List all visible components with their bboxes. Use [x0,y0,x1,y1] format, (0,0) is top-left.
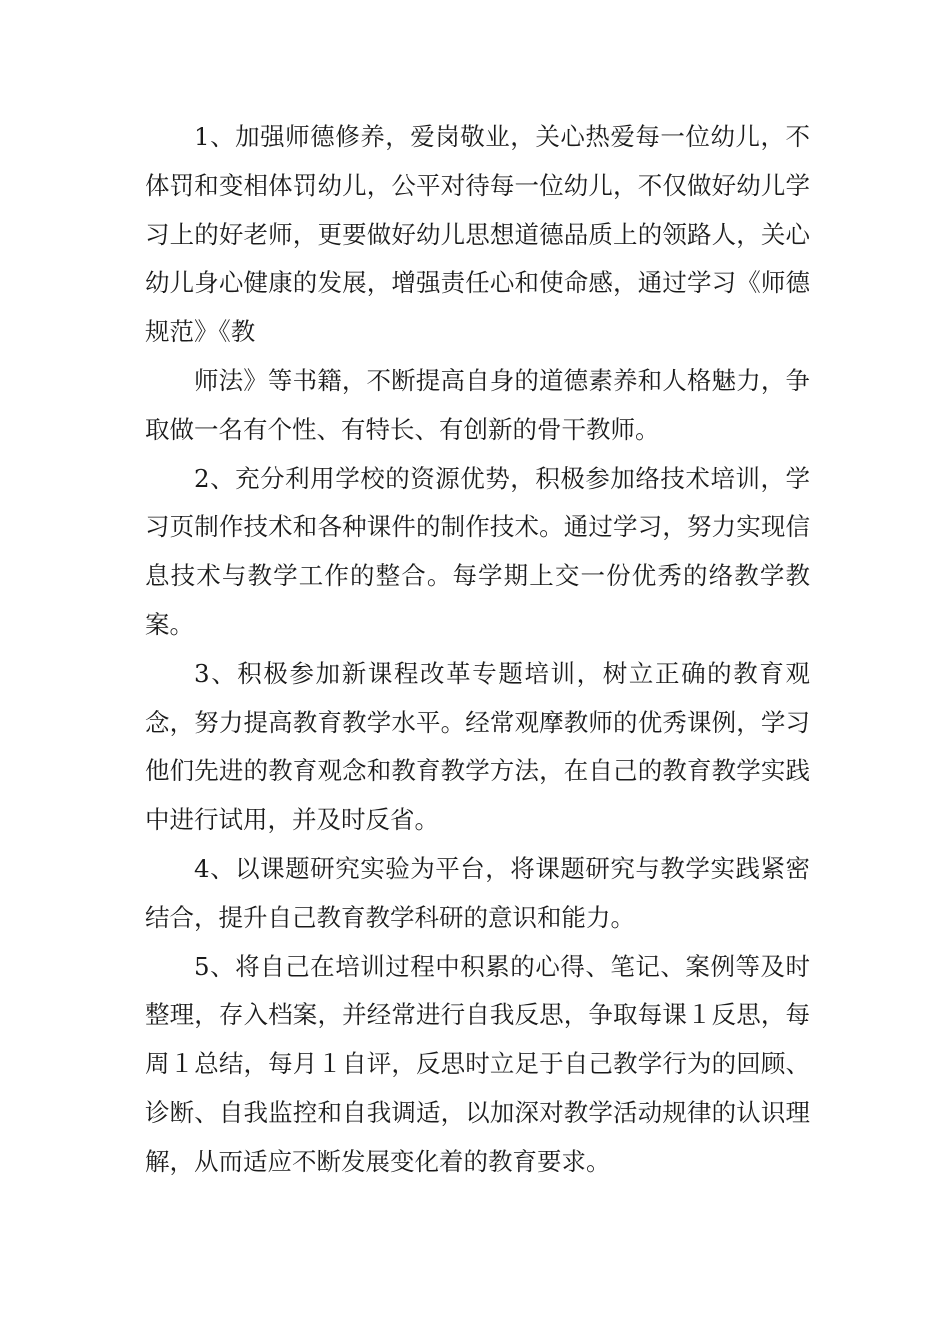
paragraph-1: 1、加强师德修养，爱岗敬业，关心热爱每一位幼儿，不体罚和变相体罚幼儿，公平对待每一位幼儿，不仅做好幼儿学习上的好老师，更要做好幼儿思想道德品质上的领路人，关心幼儿身心健康的发展，增强责任心和使命感，通过学习《师德规范》《教 [145,122,810,347]
paragraph-5: 5、将自己在培训过程中积累的心得、笔记、案例等及时整理，存入档案，并经常进行自我反思，争取每课１反思，每周１总结，每月１自评，反思时立足于自己教学行为的回顾、诊断、自我监控和自我调适，以加深对教学活动规律的认识理解，从而适应不断发展变化着的教育要求。 [145,951,810,1176]
paragraph-2: 2、充分利用学校的资源优势，积极参加络技术培训，学习页制作技术和各种课件的制作技术。通过学习，努力实现信息技术与教学工作的整合。每学期上交一份优秀的络教学教案。 [145,463,810,639]
paragraph-3: 3、积极参加新课程改革专题培训，树立正确的教育观念，努力提高教育教学水平。经常观摩教师的优秀课例，学习他们先进的教育观念和教育教学方法，在自己的教育教学实践中进行试用，并及时反省。 [145,658,810,835]
paragraph-4: 4、以课题研究实验为平台，将课题研究与教学实践紧密结合，提升自己教育教学科研的意识和能力。 [145,853,810,932]
paragraph-1-continued: 师法》等书籍，不断提高自身的道德素养和人格魅力，争取做一名有个性、有特长、有创新的骨干教师。 [145,365,810,444]
document-body [145,113,810,1187]
